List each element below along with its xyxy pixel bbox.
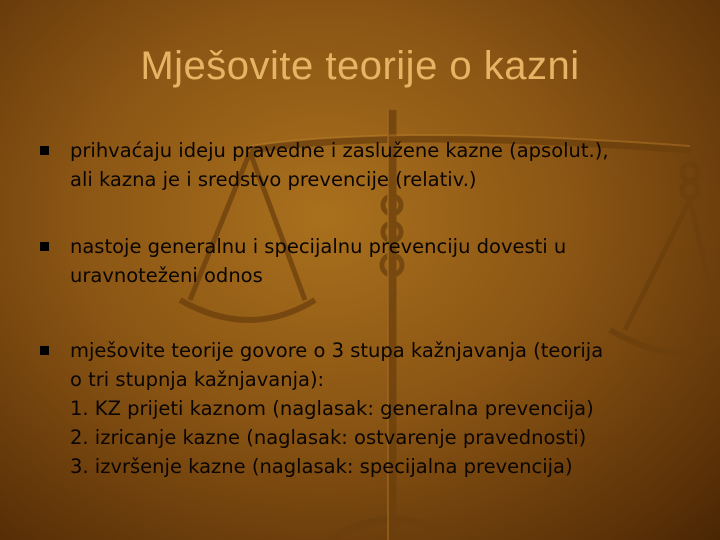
square-bullet-icon xyxy=(40,346,49,355)
bullet-line: uravnoteženi odnos xyxy=(70,264,263,287)
bullet-line: prihvaćaju ideju pravedne i zaslužene kazne (apsolut.), xyxy=(70,139,609,162)
bullet-line: mješovite teorije govore o 3 stupa kažnjavanja (teorija xyxy=(70,339,604,362)
slide-title: Mješovite teorije o kazni xyxy=(140,44,580,88)
bullet-line: o tri stupnja kažnjavanja): xyxy=(70,368,325,391)
bullet-line: ali kazna je i sredstvo prevencije (relativ.) xyxy=(70,168,477,191)
bullet-text xyxy=(70,136,700,194)
bullet-line: 3. izvršenje kazne (naglasak: specijalna prevencija) xyxy=(70,455,573,478)
bullet-text xyxy=(70,232,700,290)
square-bullet-icon xyxy=(40,242,49,251)
bullet-line: 1. KZ prijeti kaznom (naglasak: generalna prevencija) xyxy=(70,397,594,420)
bullet-line: 2. izricanje kazne (naglasak: ostvarenje pravednosti) xyxy=(70,426,587,449)
bullet-text xyxy=(70,336,700,481)
square-bullet-icon xyxy=(40,146,49,155)
bullet-line: nastoje generalnu i specijalnu prevenciju dovesti u xyxy=(70,235,567,258)
